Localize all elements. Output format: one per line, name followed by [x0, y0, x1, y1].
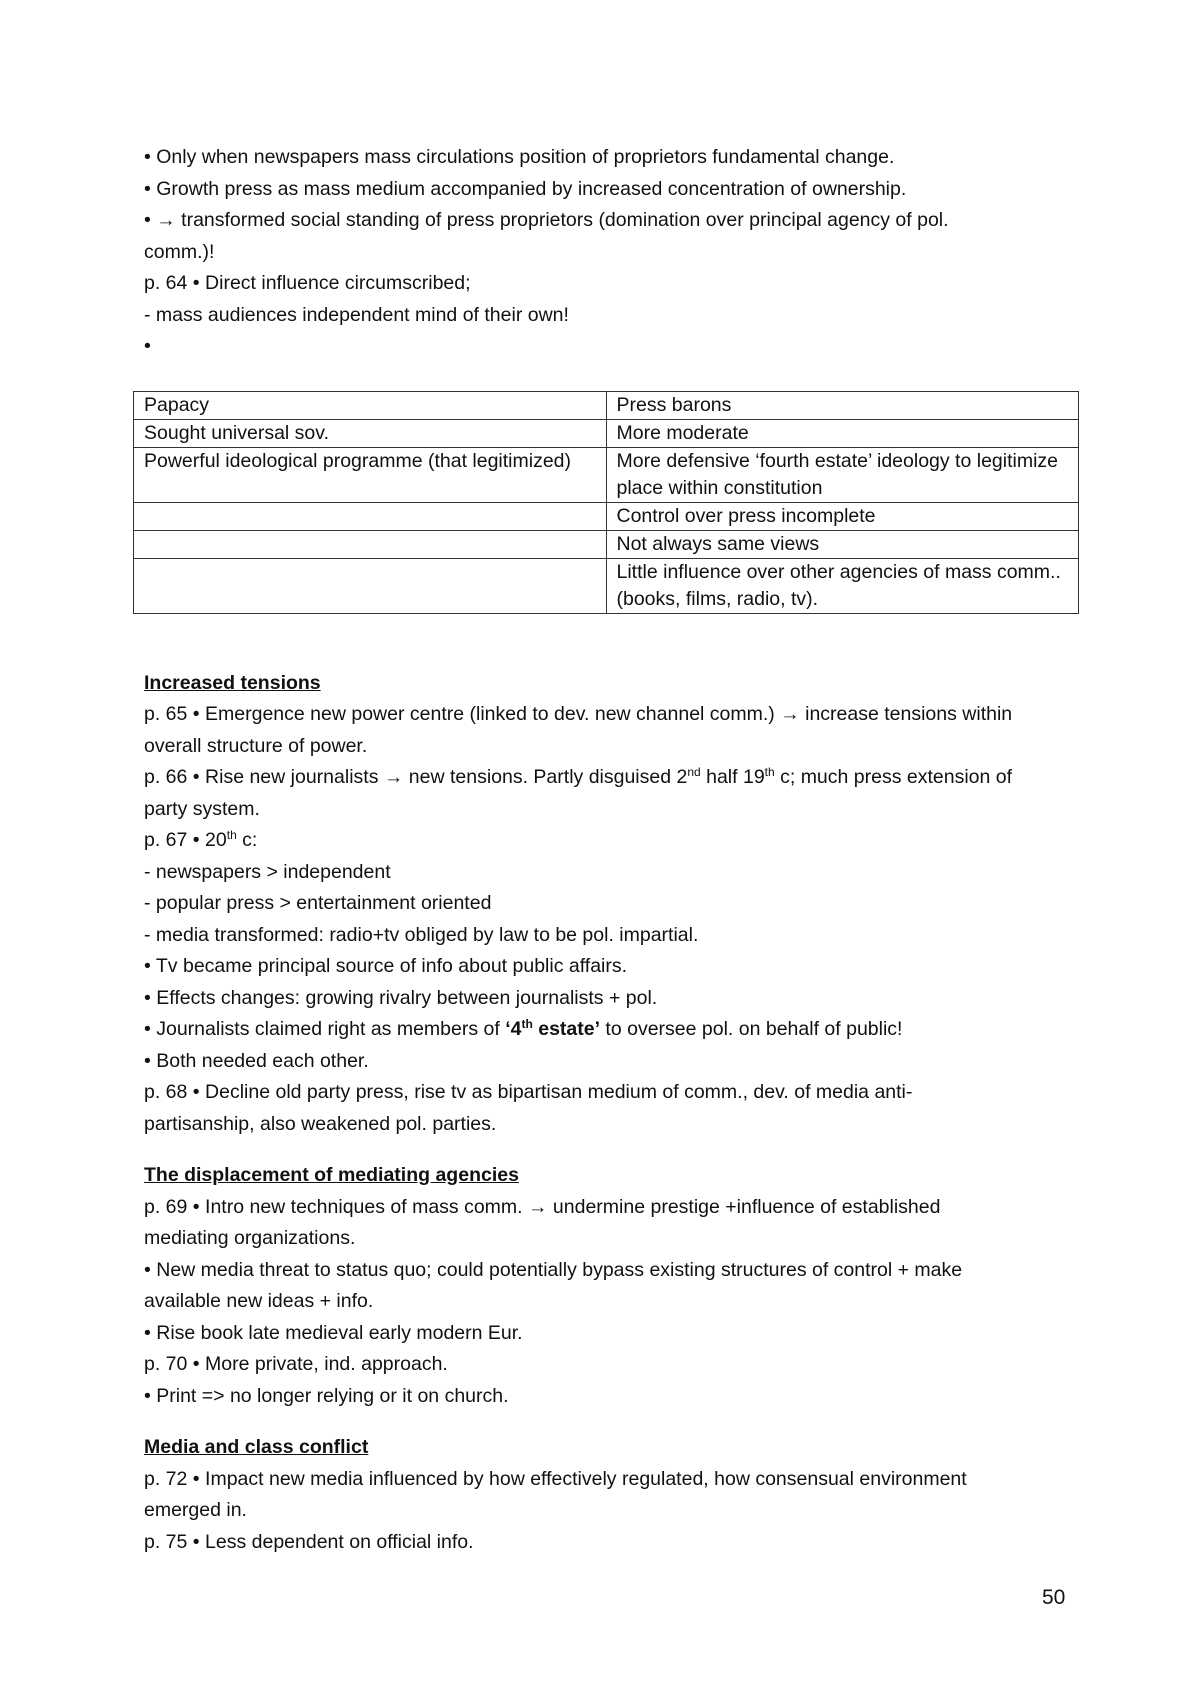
section-heading: Media and class conflict: [144, 1436, 369, 1458]
table-cell: [134, 502, 607, 530]
text-line: p. 67 • 20th c:: [144, 828, 258, 851]
text-line: • → transformed social standing of press proprietors (domination over principal agency of pol.: [144, 209, 949, 231]
table-cell: Not always same views: [606, 530, 1079, 558]
text-line: p. 64 • Direct influence circumscribed;: [144, 272, 471, 294]
table-cell: More moderate: [606, 419, 1079, 447]
section-heading: Increased tensions: [144, 671, 321, 694]
text-line: - popular press > entertainment oriented: [144, 892, 492, 914]
text-line: p. 70 • More private, ind. approach.: [144, 1353, 448, 1375]
text-line: • Effects changes: growing rivalry between journalists + pol.: [144, 986, 658, 1009]
section-class-conflict: [144, 1432, 1074, 1558]
text-line: p. 69 • Intro new techniques of mass comm. → undermine prestige +influence of established: [144, 1195, 941, 1218]
table-cell: More defensive ‘fourth estate’ ideology to legitimize place within constitution: [606, 447, 1079, 502]
text-line: p. 66 • Rise new journalists → new tensions. Partly disguised 2nd half 19th c; much press extension of: [144, 765, 1013, 788]
table-cell: Press barons: [606, 391, 1079, 419]
text-line: party system.: [144, 797, 260, 820]
page-number: 50: [1042, 1586, 1066, 1609]
document-page: [144, 142, 1074, 1558]
text-line: available new ideas + info.: [144, 1290, 374, 1312]
table-cell: Powerful ideological programme (that legitimized): [134, 447, 607, 502]
table-row: [134, 419, 1079, 447]
table-row: [134, 502, 1079, 530]
section-increased-tensions: [144, 668, 1074, 1141]
text-line: • Rise book late medieval early modern Eur.: [144, 1321, 523, 1344]
section-displacement: [144, 1160, 1074, 1412]
text-line: •: [144, 335, 151, 357]
table-cell: Papacy: [134, 391, 607, 419]
table-cell: [134, 558, 607, 613]
table-row: [134, 447, 1079, 502]
table-row: [134, 391, 1079, 419]
text-line: p. 72 • Impact new media influenced by how effectively regulated, how consensual environment: [144, 1467, 967, 1490]
text-line: p. 65 • Emergence new power centre (linked to dev. new channel comm.) → increase tensions within: [144, 703, 1013, 725]
table-row: [134, 558, 1079, 613]
text-line: partisanship, also weakened pol. parties.: [144, 1112, 497, 1135]
text-line: • Both needed each other.: [144, 1049, 369, 1072]
table-cell: Sought universal sov.: [134, 419, 607, 447]
text-line: • New media threat to status quo; could potentially bypass existing structures of control + make: [144, 1258, 963, 1281]
text-line: • Tv became principal source of info about public affairs.: [144, 955, 628, 977]
intro-notes: [144, 142, 1074, 363]
text-line: • Only when newspapers mass circulations position of proprietors fundamental change.: [144, 146, 895, 168]
table-cell: Control over press incomplete: [606, 502, 1079, 530]
text-line: p. 68 • Decline old party press, rise tv as bipartisan medium of comm., dev. of media anti-: [144, 1081, 913, 1103]
text-line: - media transformed: radio+tv obliged by law to be pol. impartial.: [144, 923, 699, 946]
text-line: emerged in.: [144, 1499, 247, 1521]
text-line: p. 75 • Less dependent on official info.: [144, 1530, 474, 1553]
comparison-table: [133, 391, 1079, 614]
table-cell: Little influence over other agencies of mass comm.. (books, films, radio, tv).: [606, 558, 1079, 613]
text-line: mediating organizations.: [144, 1227, 356, 1249]
text-line: - mass audiences independent mind of their own!: [144, 303, 569, 326]
table-row: [134, 530, 1079, 558]
text-line: - newspapers > independent: [144, 860, 391, 883]
text-line: • Print => no longer relying or it on church.: [144, 1384, 509, 1407]
text-line: • Growth press as mass medium accompanied by increased concentration of ownership.: [144, 177, 907, 200]
text-line: • Journalists claimed right as members of ‘4th estate’ to oversee pol. on behalf of public!: [144, 1017, 903, 1040]
table-cell: [134, 530, 607, 558]
text-line: overall structure of power.: [144, 734, 368, 757]
text-line: comm.)!: [144, 240, 215, 263]
section-heading: The displacement of mediating agencies: [144, 1164, 519, 1186]
